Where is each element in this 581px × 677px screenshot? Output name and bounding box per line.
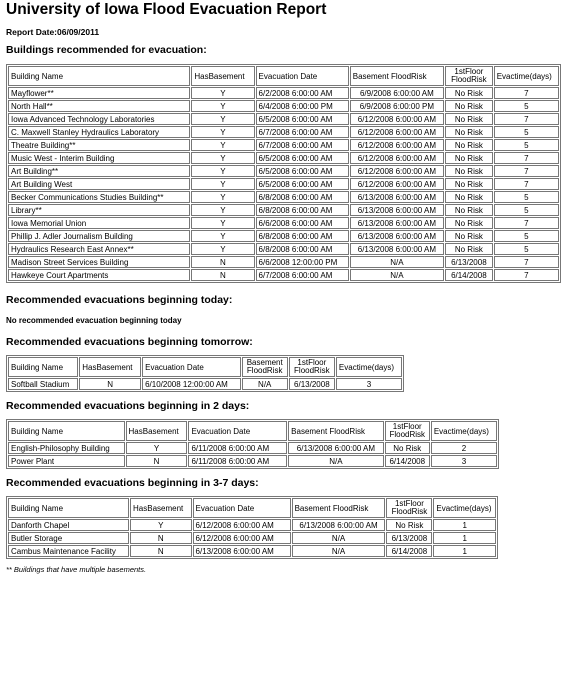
cell-1stfloor-floodrisk: No Risk [385,442,430,454]
cell-has-basement: Y [191,243,254,255]
cell-building-name: Cambus Maintenance Facility [8,545,129,557]
table-row [8,217,559,229]
cell-evactime: 7 [494,269,559,281]
table-row [8,87,559,99]
col-building-name: Building Name [8,498,129,518]
cell-1stfloor-floodrisk: No Risk [445,100,493,112]
table-row [8,165,559,177]
cell-evacuation-date: 6/6/2008 12:00:00 PM [256,256,349,268]
cell-evactime: 3 [431,455,497,467]
col-1stfloor-line2: FloodRisk [451,75,487,84]
cell-basement-floodrisk: 6/12/2008 6:00:00 AM [350,152,444,164]
col-has-basement: HasBasement [191,66,254,86]
cell-evacuation-date: 6/6/2008 6:00:00 AM [256,217,349,229]
cell-building-name: C. Maxwell Stanley Hydraulics Laboratory [8,126,190,138]
cell-has-basement: Y [191,139,254,151]
three-seven-table [6,496,498,559]
report-title: University of Iowa Flood Evacuation Report [6,1,327,18]
table-row [8,532,496,544]
cell-building-name: Hawkeye Court Apartments [8,269,190,281]
col-basement-floodrisk: Basement FloodRisk [350,66,444,86]
col-evacuation-date: Evacuation Date [193,498,291,518]
col-evactime: Evactime(days) [494,66,559,86]
cell-evactime: 5 [494,191,559,203]
cell-evactime: 1 [433,545,496,557]
col-building-name: Building Name [8,421,125,441]
cell-1stfloor-floodrisk: No Risk [445,126,493,138]
table-header-row [8,498,496,518]
table-row [8,204,559,216]
cell-basement-floodrisk: N/A [350,269,444,281]
report-date: Report Date:06/09/2011 [6,27,100,37]
cell-evacuation-date: 6/4/2008 6:00:00 PM [256,100,349,112]
cell-building-name: Danforth Chapel [8,519,129,531]
cell-evacuation-date: 6/2/2008 6:00:00 AM [256,87,349,99]
table-row [8,455,497,467]
cell-evactime: 7 [494,217,559,229]
cell-evacuation-date: 6/8/2008 6:00:00 AM [256,191,349,203]
cell-evactime: 7 [494,152,559,164]
table-row [8,256,559,268]
col-building-name: Building Name [8,357,78,377]
col-basement-floodrisk: Basement FloodRisk [292,498,386,518]
cell-1stfloor-floodrisk: No Risk [445,243,493,255]
cell-building-name: Music West - Interim Building [8,152,190,164]
cell-evacuation-date: 6/11/2008 6:00:00 AM [188,442,287,454]
cell-1stfloor-floodrisk: 6/13/2008 [445,256,493,268]
cell-basement-floodrisk: N/A [292,532,386,544]
table-row [8,139,559,151]
footnote: ** Buildings that have multiple basements. [6,565,147,574]
cell-building-name: North Hall** [8,100,190,112]
cell-evactime: 7 [494,256,559,268]
cell-1stfloor-floodrisk: No Risk [445,113,493,125]
cell-evacuation-date: 6/7/2008 6:00:00 AM [256,269,349,281]
table-row [8,442,497,454]
col-1stfloor-line1: 1stFloor [297,358,327,367]
cell-has-basement: N [191,256,254,268]
cell-basement-floodrisk: 6/12/2008 6:00:00 AM [350,113,444,125]
col-evactime: Evactime(days) [336,357,402,377]
cell-evacuation-date: 6/12/2008 6:00:00 AM [193,519,291,531]
col-has-basement: HasBasement [130,498,192,518]
cell-basement-floodrisk: 6/9/2008 6:00:00 PM [350,100,444,112]
cell-1stfloor-floodrisk: 6/14/2008 [445,269,493,281]
cell-has-basement: Y [191,178,254,190]
cell-1stfloor-floodrisk: 6/14/2008 [385,455,430,467]
col-evacuation-date: Evacuation Date [188,421,287,441]
col-evactime: Evactime(days) [431,421,497,441]
cell-1stfloor-floodrisk: No Risk [445,230,493,242]
cell-evactime: 7 [494,87,559,99]
cell-evacuation-date: 6/5/2008 6:00:00 AM [256,113,349,125]
cell-building-name: Hydraulics Research East Annex** [8,243,190,255]
cell-building-name: Becker Communications Studies Building** [8,191,190,203]
table-row [8,100,559,112]
col-1stfloor-line2: FloodRisk [389,430,426,439]
cell-evacuation-date: 6/11/2008 6:00:00 AM [188,455,287,467]
col-basement-floodrisk [242,357,288,377]
cell-has-basement: Y [191,126,254,138]
recommended-heading: Buildings recommended for evacuation: [6,44,207,56]
cell-evacuation-date: 6/8/2008 6:00:00 AM [256,204,349,216]
cell-has-basement: Y [191,113,254,125]
today-note: No recommended evacuation beginning today [6,316,182,325]
col-basement-floodrisk: Basement FloodRisk [288,421,384,441]
cell-has-basement: N [130,545,192,557]
cell-basement-floodrisk: 6/13/2008 6:00:00 AM [288,442,384,454]
cell-1stfloor-floodrisk: 6/14/2008 [386,545,432,557]
cell-evactime: 5 [494,204,559,216]
tomorrow-heading: Recommended evacuations beginning tomorrow: [6,336,253,348]
col-evacuation-date: Evacuation Date [256,66,349,86]
cell-basement-floodrisk: 6/12/2008 6:00:00 AM [350,126,444,138]
table-header-row [8,421,497,441]
table-row [8,191,559,203]
cell-evacuation-date: 6/5/2008 6:00:00 AM [256,178,349,190]
cell-basement-floodrisk: 6/9/2008 6:00:00 AM [350,87,444,99]
cell-evacuation-date: 6/12/2008 6:00:00 AM [193,532,291,544]
cell-1stfloor-floodrisk: No Risk [445,152,493,164]
tomorrow-table [6,355,404,392]
col-1stfloor-floodrisk [289,357,335,377]
cell-1stfloor-floodrisk: No Risk [445,178,493,190]
col-has-basement: HasBasement [79,357,141,377]
cell-evacuation-date: 6/5/2008 6:00:00 AM [256,152,349,164]
col-1stfloor-floodrisk [386,498,432,518]
cell-has-basement: Y [191,204,254,216]
two-days-table [6,419,499,469]
cell-building-name: Theatre Building** [8,139,190,151]
cell-has-basement: Y [130,519,192,531]
cell-evacuation-date: 6/10/2008 12:00:00 AM [142,378,241,390]
col-1stfloor-line1: 1stFloor [394,499,424,508]
cell-1stfloor-floodrisk: No Risk [386,519,432,531]
col-basement-line2: FloodRisk [246,366,283,375]
col-1stfloor-line2: FloodRisk [391,507,428,516]
cell-evactime: 5 [494,126,559,138]
cell-has-basement: Y [191,152,254,164]
cell-basement-floodrisk: N/A [242,378,288,390]
cell-evacuation-date: 6/7/2008 6:00:00 AM [256,126,349,138]
cell-evacuation-date: 6/8/2008 6:00:00 AM [256,230,349,242]
cell-building-name: Power Plant [8,455,125,467]
cell-1stfloor-floodrisk: 6/13/2008 [386,532,432,544]
cell-basement-floodrisk: 6/12/2008 6:00:00 AM [350,165,444,177]
cell-evactime: 5 [494,243,559,255]
cell-building-name: Madison Street Services Building [8,256,190,268]
cell-1stfloor-floodrisk: 6/13/2008 [289,378,335,390]
table-row [8,230,559,242]
cell-1stfloor-floodrisk: No Risk [445,87,493,99]
cell-building-name: Softball Stadium [8,378,78,390]
cell-has-basement: Y [191,230,254,242]
cell-building-name: Butler Storage [8,532,129,544]
cell-has-basement: Y [191,165,254,177]
cell-1stfloor-floodrisk: No Risk [445,204,493,216]
cell-basement-floodrisk: 6/13/2008 6:00:00 AM [292,519,386,531]
cell-building-name: Art Building West [8,178,190,190]
cell-building-name: Art Building** [8,165,190,177]
cell-basement-floodrisk: N/A [350,256,444,268]
cell-building-name: Library** [8,204,190,216]
cell-evactime: 7 [494,113,559,125]
table-row [8,519,496,531]
cell-basement-floodrisk: 6/13/2008 6:00:00 AM [350,204,444,216]
cell-evactime: 7 [494,178,559,190]
col-1stfloor-line1: 1stFloor [454,67,484,76]
cell-basement-floodrisk: N/A [292,545,386,557]
today-heading: Recommended evacuations beginning today: [6,294,233,306]
two-days-heading: Recommended evacuations beginning in 2 days: [6,400,250,412]
cell-basement-floodrisk: 6/13/2008 6:00:00 AM [350,191,444,203]
cell-evacuation-date: 6/13/2008 6:00:00 AM [193,545,291,557]
col-basement-line1: Basement [246,358,283,367]
cell-1stfloor-floodrisk: No Risk [445,191,493,203]
cell-basement-floodrisk: 6/13/2008 6:00:00 AM [350,230,444,242]
cell-basement-floodrisk: 6/12/2008 6:00:00 AM [350,178,444,190]
cell-building-name: English-Philosophy Building [8,442,125,454]
cell-has-basement: Y [191,191,254,203]
col-building-name: Building Name [8,66,190,86]
cell-building-name: Phillip J. Adler Journalism Building [8,230,190,242]
table-row [8,378,402,390]
cell-has-basement: N [191,269,254,281]
cell-evactime: 3 [336,378,402,390]
cell-has-basement: Y [191,217,254,229]
cell-building-name: Iowa Advanced Technology Laboratories [8,113,190,125]
cell-evacuation-date: 6/8/2008 6:00:00 AM [256,243,349,255]
cell-building-name: Iowa Memorial Union [8,217,190,229]
cell-evacuation-date: 6/5/2008 6:00:00 AM [256,165,349,177]
cell-evacuation-date: 6/7/2008 6:00:00 AM [256,139,349,151]
recommended-table [6,64,561,283]
col-1stfloor-floodrisk [385,421,430,441]
cell-evactime: 7 [494,165,559,177]
cell-building-name: Mayflower** [8,87,190,99]
three-seven-heading: Recommended evacuations beginning in 3-7 days: [6,477,259,489]
cell-evactime: 5 [494,139,559,151]
cell-basement-floodrisk: 6/13/2008 6:00:00 AM [350,217,444,229]
cell-evactime: 1 [433,519,496,531]
table-row [8,545,496,557]
col-evactime: Evactime(days) [433,498,496,518]
table-row [8,178,559,190]
cell-1stfloor-floodrisk: No Risk [445,217,493,229]
cell-has-basement: Y [191,100,254,112]
cell-evactime: 5 [494,230,559,242]
table-row [8,126,559,138]
cell-basement-floodrisk: 6/13/2008 6:00:00 AM [350,243,444,255]
col-1stfloor-line1: 1stFloor [392,422,422,431]
table-row [8,152,559,164]
cell-has-basement: N [126,455,188,467]
cell-has-basement: N [130,532,192,544]
cell-evactime: 5 [494,100,559,112]
table-row [8,113,559,125]
table-header-row [8,357,402,377]
cell-evactime: 1 [433,532,496,544]
cell-has-basement: N [79,378,141,390]
col-has-basement: HasBasement [126,421,188,441]
cell-has-basement: Y [191,87,254,99]
col-1stfloor-line2: FloodRisk [294,366,330,375]
col-evacuation-date: Evacuation Date [142,357,241,377]
cell-basement-floodrisk: N/A [288,455,384,467]
cell-1stfloor-floodrisk: No Risk [445,139,493,151]
cell-basement-floodrisk: 6/12/2008 6:00:00 AM [350,139,444,151]
table-row [8,269,559,281]
col-1stfloor-floodrisk [445,66,493,86]
table-row [8,243,559,255]
cell-has-basement: Y [126,442,188,454]
cell-1stfloor-floodrisk: No Risk [445,165,493,177]
table-header-row [8,66,559,86]
cell-evactime: 2 [431,442,497,454]
